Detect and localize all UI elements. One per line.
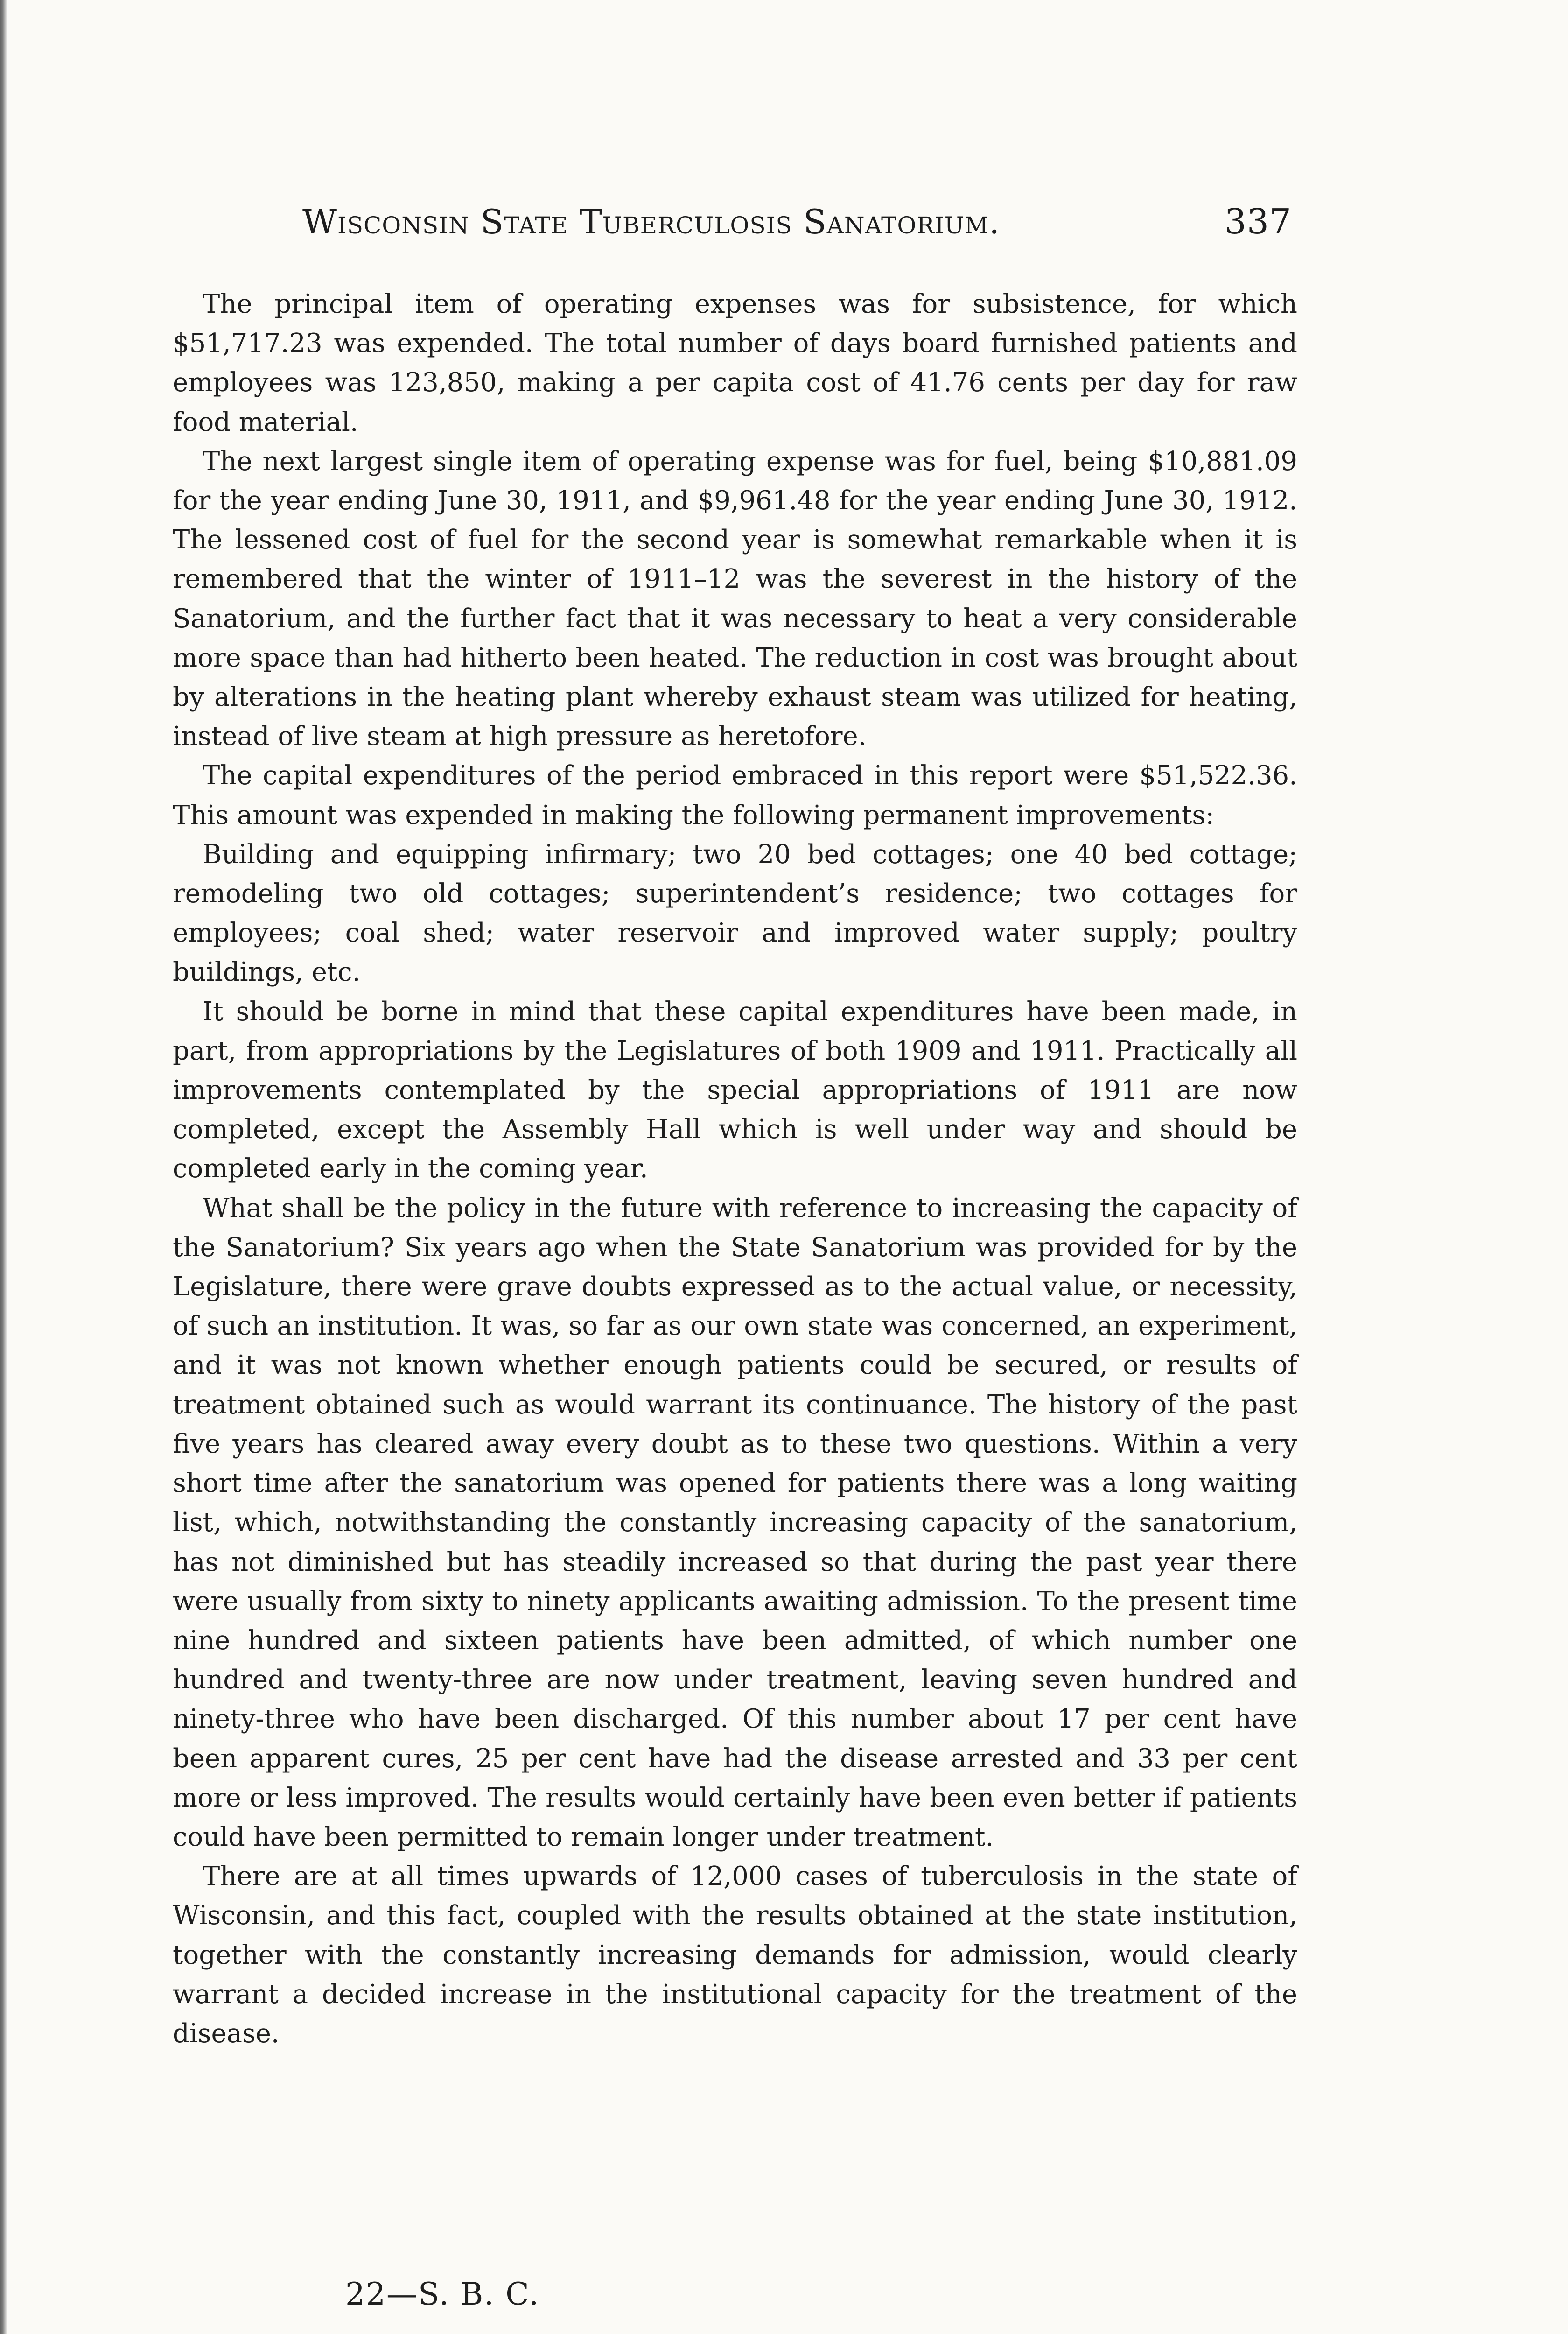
paragraph-subsistence: The principal item of operating expenses was for subsistence, for which $51,717.23 was expended. The total number of days board furnished patients and employees was 123,850, making a per capita cost of 41.76 cents per day for raw food material. xyxy=(173,289,1297,437)
paragraph-appropriations: It should be borne in mind that these capital expenditures have been made, in part, from appropriations by the Legislatures of both 1909 and 1911. Practically all improvements contemplated by the special appropriations of 1911 are now completed, except the Assembly Hall which is well under way and should be completed early in the coming year. xyxy=(173,996,1297,1184)
body-text xyxy=(173,285,1297,2273)
paragraph-future-policy: What shall be the policy in the future with reference to increasing the capacity of the Sanatorium? Six years ago when the State Sanatorium was provided for by the Legislature, there were grave doubts expressed as to the actual value, or necessity, of such an institution. It was, so far as our own state was concerned, an experiment, and it was not known whether enough patients could be secured, or results of treatment obtained such as would warrant its continuance. The history of the past five years has cleared away every doubt as to these two questions. Within a very short time after the sanatorium was opened for patients there was a long waiting list, which, notwithstanding the constantly increasing capacity of the sanatorium, has not diminished but has steadily increased so that during the past year there were usually from sixty to ninety applicants awaiting admission. To the present time nine hundred and sixteen patients have been admitted, of which number one hundred and twenty-three are now under treatment, leaving seven hundred and ninety-three who have been discharged. Of this number about 17 per cent have been apparent cures, 25 per cent have had the disease arrested and 33 per cent more or less improved. The results would certainly have been even better if patients could have been permitted to remain longer under treatment. xyxy=(173,1193,1297,1852)
footer-signature: 22—S. B. C. xyxy=(345,2276,540,2312)
running-header-title: Wisconsin State Tuberculosis Sanatorium. xyxy=(302,202,1000,241)
paragraph-improvements-list: Building and equipping infirmary; two 20 bed cottages; one 40 bed cottage; remodeling two old cottages; superintendent’s residence; two cottages for employees; coal shed; water reservoir and improved water supply; poultry buildings, etc. xyxy=(173,839,1297,988)
running-header xyxy=(302,196,1292,247)
paragraph-fuel: The next largest single item of operating expense was for fuel, being $10,881.09 for the year ending June 30, 1911, and $9,961.48 for the year ending June 30, 1912. The lessened cost of fuel for the second year is somewhat remarkable when it is remembered that the winter of 1911–12 was the severest in the history of the Sanatorium, and the further fact that it was necessary to heat a very considerable more space than had hitherto been heated. The reduction in cost was brought about by alterations in the heating plant whereby exhaust steam was utilized for heating, instead of live steam at high pressure as heretofore. xyxy=(173,446,1297,752)
page-number: 337 xyxy=(1224,202,1292,242)
scan-binding-edge xyxy=(0,0,7,2334)
paragraph-capital-expenditures: The capital expenditures of the period embraced in this report were $51,522.36. This amount was expended in making the following permanent improvements: xyxy=(173,760,1297,830)
paragraph-capacity-increase: There are at all times upwards of 12,000 cases of tuberculosis in the state of Wisconsin, and this fact, coupled with the results obtained at the state institution, together with the constantly increasing demands for admission, would clearly warrant a decided increase in the institutional capacity for the treatment of the disease. xyxy=(173,1861,1297,2049)
